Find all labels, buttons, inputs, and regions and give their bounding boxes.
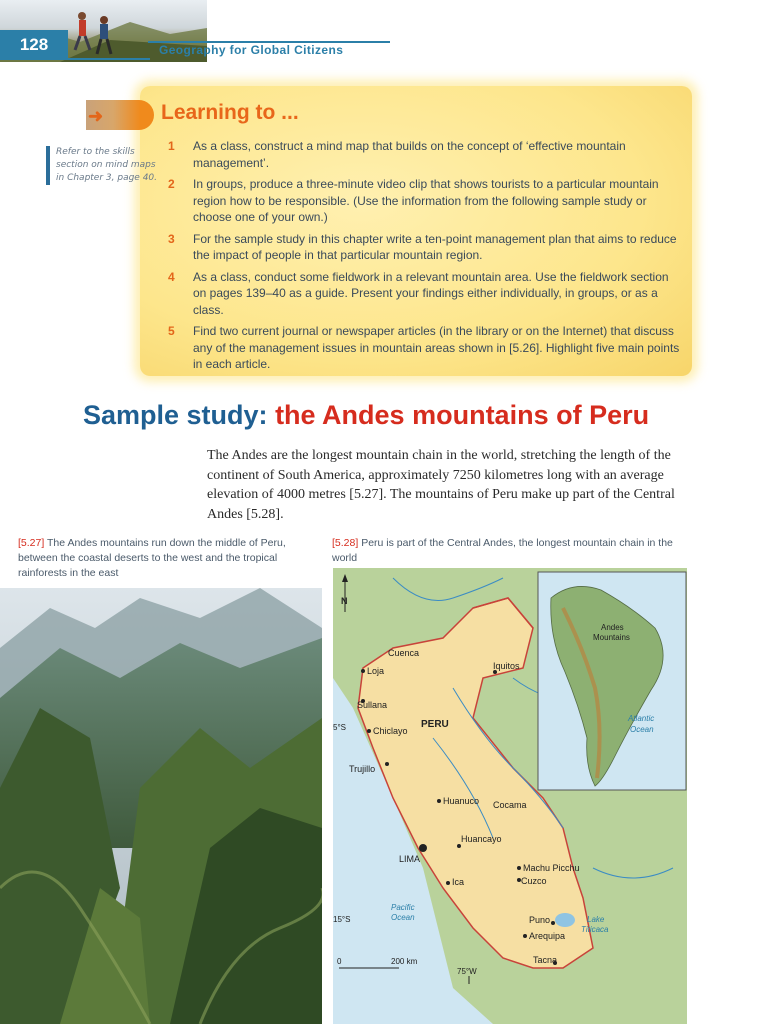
pacific-label: Pacific xyxy=(391,903,415,912)
inset-ocean-label: Ocean xyxy=(630,725,654,734)
scale-km-label: 200 km xyxy=(391,957,418,966)
lake-label: Lake xyxy=(587,915,605,924)
city-cuenca: Cuenca xyxy=(388,648,420,658)
sample-study-title xyxy=(83,400,649,431)
city-cuzco: Cuzco xyxy=(521,876,547,886)
task-number: 5 xyxy=(168,324,175,338)
book-title: Geography for Global Citizens xyxy=(159,43,344,57)
north-label: N xyxy=(341,596,348,606)
city-machu-picchu: Machu Picchu xyxy=(523,863,580,873)
inset-atlantic-label: Atlantic xyxy=(628,714,655,723)
city-trujillo: Trujillo xyxy=(349,764,376,774)
learning-title: Learning to ... xyxy=(161,101,299,124)
lake-titicaca-shape xyxy=(555,913,575,927)
learning-task-list xyxy=(168,138,684,378)
city-huancayo: Huancayo xyxy=(461,834,502,844)
task-number: 2 xyxy=(168,177,175,191)
task-text: For the sample study in this chapter write a ten-point management plan that aims to reduce the impact of people in that particular mountain region. xyxy=(193,231,677,262)
page-number: 128 xyxy=(0,30,68,60)
peru-map xyxy=(333,568,687,1024)
city-ica: Ica xyxy=(452,877,465,887)
lat-5-label: 5°S xyxy=(333,723,346,732)
task-item xyxy=(168,323,684,373)
city-iquitos: Iquitos xyxy=(493,661,520,671)
map-caption xyxy=(332,536,682,566)
task-text: As a class, construct a mind map that builds on the concept of ‘effective mountain management’. xyxy=(193,139,626,170)
andes-photo xyxy=(0,588,322,1024)
task-text: As a class, conduct some fieldwork in a relevant mountain area. Use the fieldwork section on pages 139–40 as a guide. Present your findings either individually, in groups, or as a class. xyxy=(193,269,669,317)
sample-study-subject: the Andes mountains of Peru xyxy=(275,400,650,430)
city-chiclayo: Chiclayo xyxy=(373,726,408,736)
lon-75-label: 75°W xyxy=(457,967,477,976)
task-item xyxy=(168,231,684,264)
pacific-ocean-label: Ocean xyxy=(391,913,415,922)
figure-ref: [5.27] xyxy=(18,537,45,549)
inset-mountains-label: Mountains xyxy=(593,633,630,642)
inset-andes-label: Andes xyxy=(601,623,624,632)
task-item xyxy=(168,269,684,319)
sample-study-label: Sample study: xyxy=(83,400,268,430)
arrow-icon: ➜ xyxy=(88,106,104,126)
city-tacna: Tacna xyxy=(533,955,558,965)
task-text: In groups, produce a three-minute video clip that shows tourists to a particular mountain region how to be responsible. (Use the information from the following sample study or choose one of your own.) xyxy=(193,177,659,224)
task-text: Find two current journal or newspaper articles (in the library or on the Internet) that discuss any of the management issues in mountain areas shown in [5.26]. Highlight five main points in each article. xyxy=(193,324,680,371)
city-arequipa: Arequipa xyxy=(529,931,566,941)
city-sullana: Sullana xyxy=(357,700,388,710)
scale-zero-label: 0 xyxy=(337,957,342,966)
titicaca-label: Titicaca xyxy=(581,925,609,934)
task-item xyxy=(168,176,684,226)
task-number: 3 xyxy=(168,231,175,246)
figure-ref: [5.28] xyxy=(332,537,359,549)
peru-label: PERU xyxy=(421,719,449,730)
task-number: 1 xyxy=(168,139,175,153)
city-loja: Loja xyxy=(367,666,385,676)
header-rule-lower xyxy=(68,58,150,60)
intro-paragraph: The Andes are the longest mountain chain in the world, stretching the length of the continent of South America, approximately 7250 kilometres long with an average elevation of 4000 metres [5.27]. The mountains of Peru make up part of the Central Andes [5.28]. xyxy=(207,448,675,522)
lat-15-label: 15°S xyxy=(333,915,351,924)
city-huanuco: Huanuco xyxy=(443,796,480,806)
city-puno: Puno xyxy=(529,915,551,925)
caption-text: Peru is part of the Central Andes, the longest mountain chain in the world xyxy=(332,537,673,564)
city-cocama: Cocama xyxy=(493,800,527,810)
task-number: 4 xyxy=(168,269,175,284)
photo-caption xyxy=(18,536,310,581)
caption-text: The Andes mountains run down the middle of Peru, between the coastal deserts to the west and the tropical rainforests in the east xyxy=(18,537,286,579)
task-item xyxy=(168,138,684,171)
skills-side-note: Refer to the skills section on mind maps in Chapter 3, page 40. xyxy=(46,146,162,185)
city-lima: LIMA xyxy=(399,854,421,864)
